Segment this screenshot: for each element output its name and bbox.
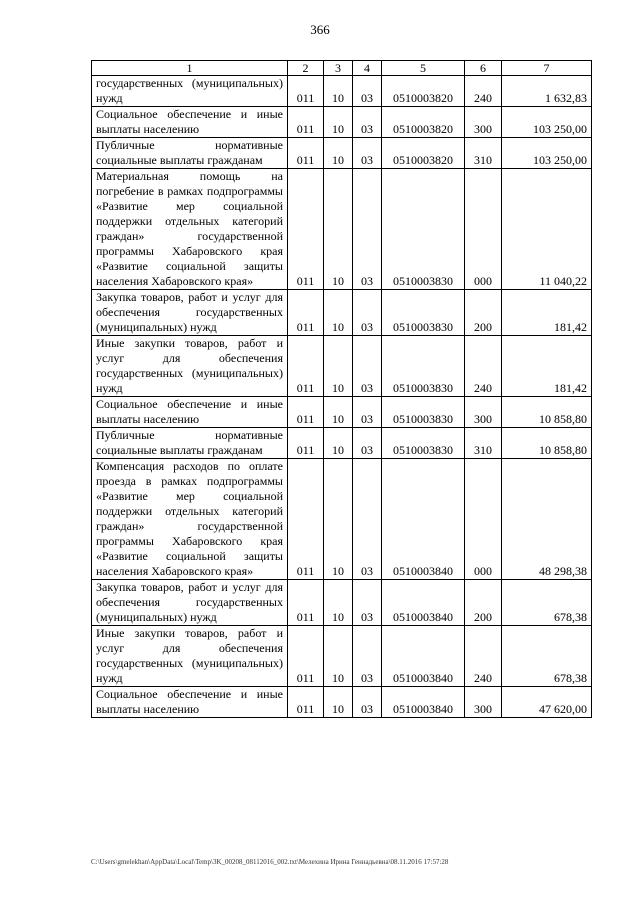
section-code: 10 [324,687,353,718]
subsection-code: 03 [353,459,382,580]
admin-code: 011 [288,290,324,336]
target-article-code: 0510003830 [382,397,465,428]
subsection-code: 03 [353,336,382,397]
admin-code: 011 [288,626,324,687]
expense-type-code: 240 [465,76,502,107]
budget-table [91,60,592,718]
target-article-code: 0510003830 [382,336,465,397]
column-header: 4 [353,61,382,76]
amount: 47 620,00 [502,687,592,718]
row-description: Компенсация расходов по оплате проезда в рамках подпрограммы «Развитие мер социальной поддержки отдельных категорий граждан» государственной программы Хабаровского края «Развитие социальной защиты населения Хабаровского края» [92,459,288,580]
amount: 10 858,80 [502,397,592,428]
section-code: 10 [324,107,353,138]
subsection-code: 03 [353,290,382,336]
amount: 103 250,00 [502,107,592,138]
table-row [92,687,592,718]
section-code: 10 [324,336,353,397]
row-description: Закупка товаров, работ и услуг для обеспечения государственных (муниципальных) нужд [92,580,288,626]
subsection-code: 03 [353,138,382,169]
amount: 103 250,00 [502,138,592,169]
table-row [92,169,592,290]
file-path-footer: C:\Users\gmelekhan\AppData\Local\Temp\3K_00208_08112016_002.txt\Мелехина Ирина Геннадьевна\08.11.2016 17:57:28 [91,858,449,866]
target-article-code: 0510003820 [382,107,465,138]
row-description: Иные закупки товаров, работ и услуг для обеспечения государственных (муниципальных) нужд [92,626,288,687]
section-code: 10 [324,397,353,428]
amount: 678,38 [502,580,592,626]
target-article-code: 0510003840 [382,459,465,580]
table-row [92,459,592,580]
expense-type-code: 000 [465,169,502,290]
row-description: Социальное обеспечение и иные выплаты населению [92,107,288,138]
table-row [92,138,592,169]
table-row [92,580,592,626]
target-article-code: 0510003820 [382,138,465,169]
row-description: Социальное обеспечение и иные выплаты населению [92,687,288,718]
amount: 48 298,38 [502,459,592,580]
admin-code: 011 [288,397,324,428]
subsection-code: 03 [353,428,382,459]
column-header: 2 [288,61,324,76]
section-code: 10 [324,580,353,626]
page-number: 366 [310,22,330,37]
target-article-code: 0510003840 [382,687,465,718]
section-code: 10 [324,428,353,459]
expense-type-code: 240 [465,336,502,397]
expense-type-code: 240 [465,626,502,687]
column-header: 5 [382,61,465,76]
admin-code: 011 [288,107,324,138]
admin-code: 011 [288,169,324,290]
row-description: Иные закупки товаров, работ и услуг для обеспечения государственных (муниципальных) нужд [92,336,288,397]
subsection-code: 03 [353,107,382,138]
subsection-code: 03 [353,687,382,718]
target-article-code: 0510003830 [382,169,465,290]
table-row [92,290,592,336]
admin-code: 011 [288,76,324,107]
amount: 181,42 [502,290,592,336]
section-code: 10 [324,76,353,107]
column-header: 7 [502,61,592,76]
row-description: Закупка товаров, работ и услуг для обеспечения государственных (муниципальных) нужд [92,290,288,336]
column-header: 6 [465,61,502,76]
admin-code: 011 [288,687,324,718]
table-header-row [92,61,592,76]
table-row [92,397,592,428]
table-row [92,107,592,138]
row-description: Социальное обеспечение и иные выплаты населению [92,397,288,428]
expense-type-code: 310 [465,138,502,169]
section-code: 10 [324,138,353,169]
expense-type-code: 200 [465,580,502,626]
amount: 1 632,83 [502,76,592,107]
table-row [92,336,592,397]
subsection-code: 03 [353,626,382,687]
expense-type-code: 300 [465,107,502,138]
row-description: государственных (муниципальных) нужд [92,76,288,107]
expense-type-code: 310 [465,428,502,459]
section-code: 10 [324,626,353,687]
table-row [92,428,592,459]
target-article-code: 0510003830 [382,290,465,336]
table-row [92,76,592,107]
amount: 10 858,80 [502,428,592,459]
target-article-code: 0510003840 [382,580,465,626]
column-header: 1 [92,61,288,76]
admin-code: 011 [288,428,324,459]
admin-code: 011 [288,459,324,580]
subsection-code: 03 [353,580,382,626]
expense-type-code: 200 [465,290,502,336]
target-article-code: 0510003840 [382,626,465,687]
row-description: Публичные нормативные социальные выплаты гражданам [92,428,288,459]
section-code: 10 [324,290,353,336]
admin-code: 011 [288,138,324,169]
subsection-code: 03 [353,397,382,428]
row-description: Публичные нормативные социальные выплаты гражданам [92,138,288,169]
target-article-code: 0510003830 [382,428,465,459]
section-code: 10 [324,169,353,290]
section-code: 10 [324,459,353,580]
table-row [92,626,592,687]
amount: 181,42 [502,336,592,397]
admin-code: 011 [288,336,324,397]
column-header: 3 [324,61,353,76]
expense-type-code: 000 [465,459,502,580]
expense-type-code: 300 [465,687,502,718]
subsection-code: 03 [353,169,382,290]
amount: 11 040,22 [502,169,592,290]
admin-code: 011 [288,580,324,626]
target-article-code: 0510003820 [382,76,465,107]
amount: 678,38 [502,626,592,687]
row-description: Материальная помощь на погребение в рамках подпрограммы «Развитие мер социальной поддержки отдельных категорий граждан» государственной программы Хабаровского края «Развитие социальной защиты населения Хабаровского края» [92,169,288,290]
expense-type-code: 300 [465,397,502,428]
subsection-code: 03 [353,76,382,107]
